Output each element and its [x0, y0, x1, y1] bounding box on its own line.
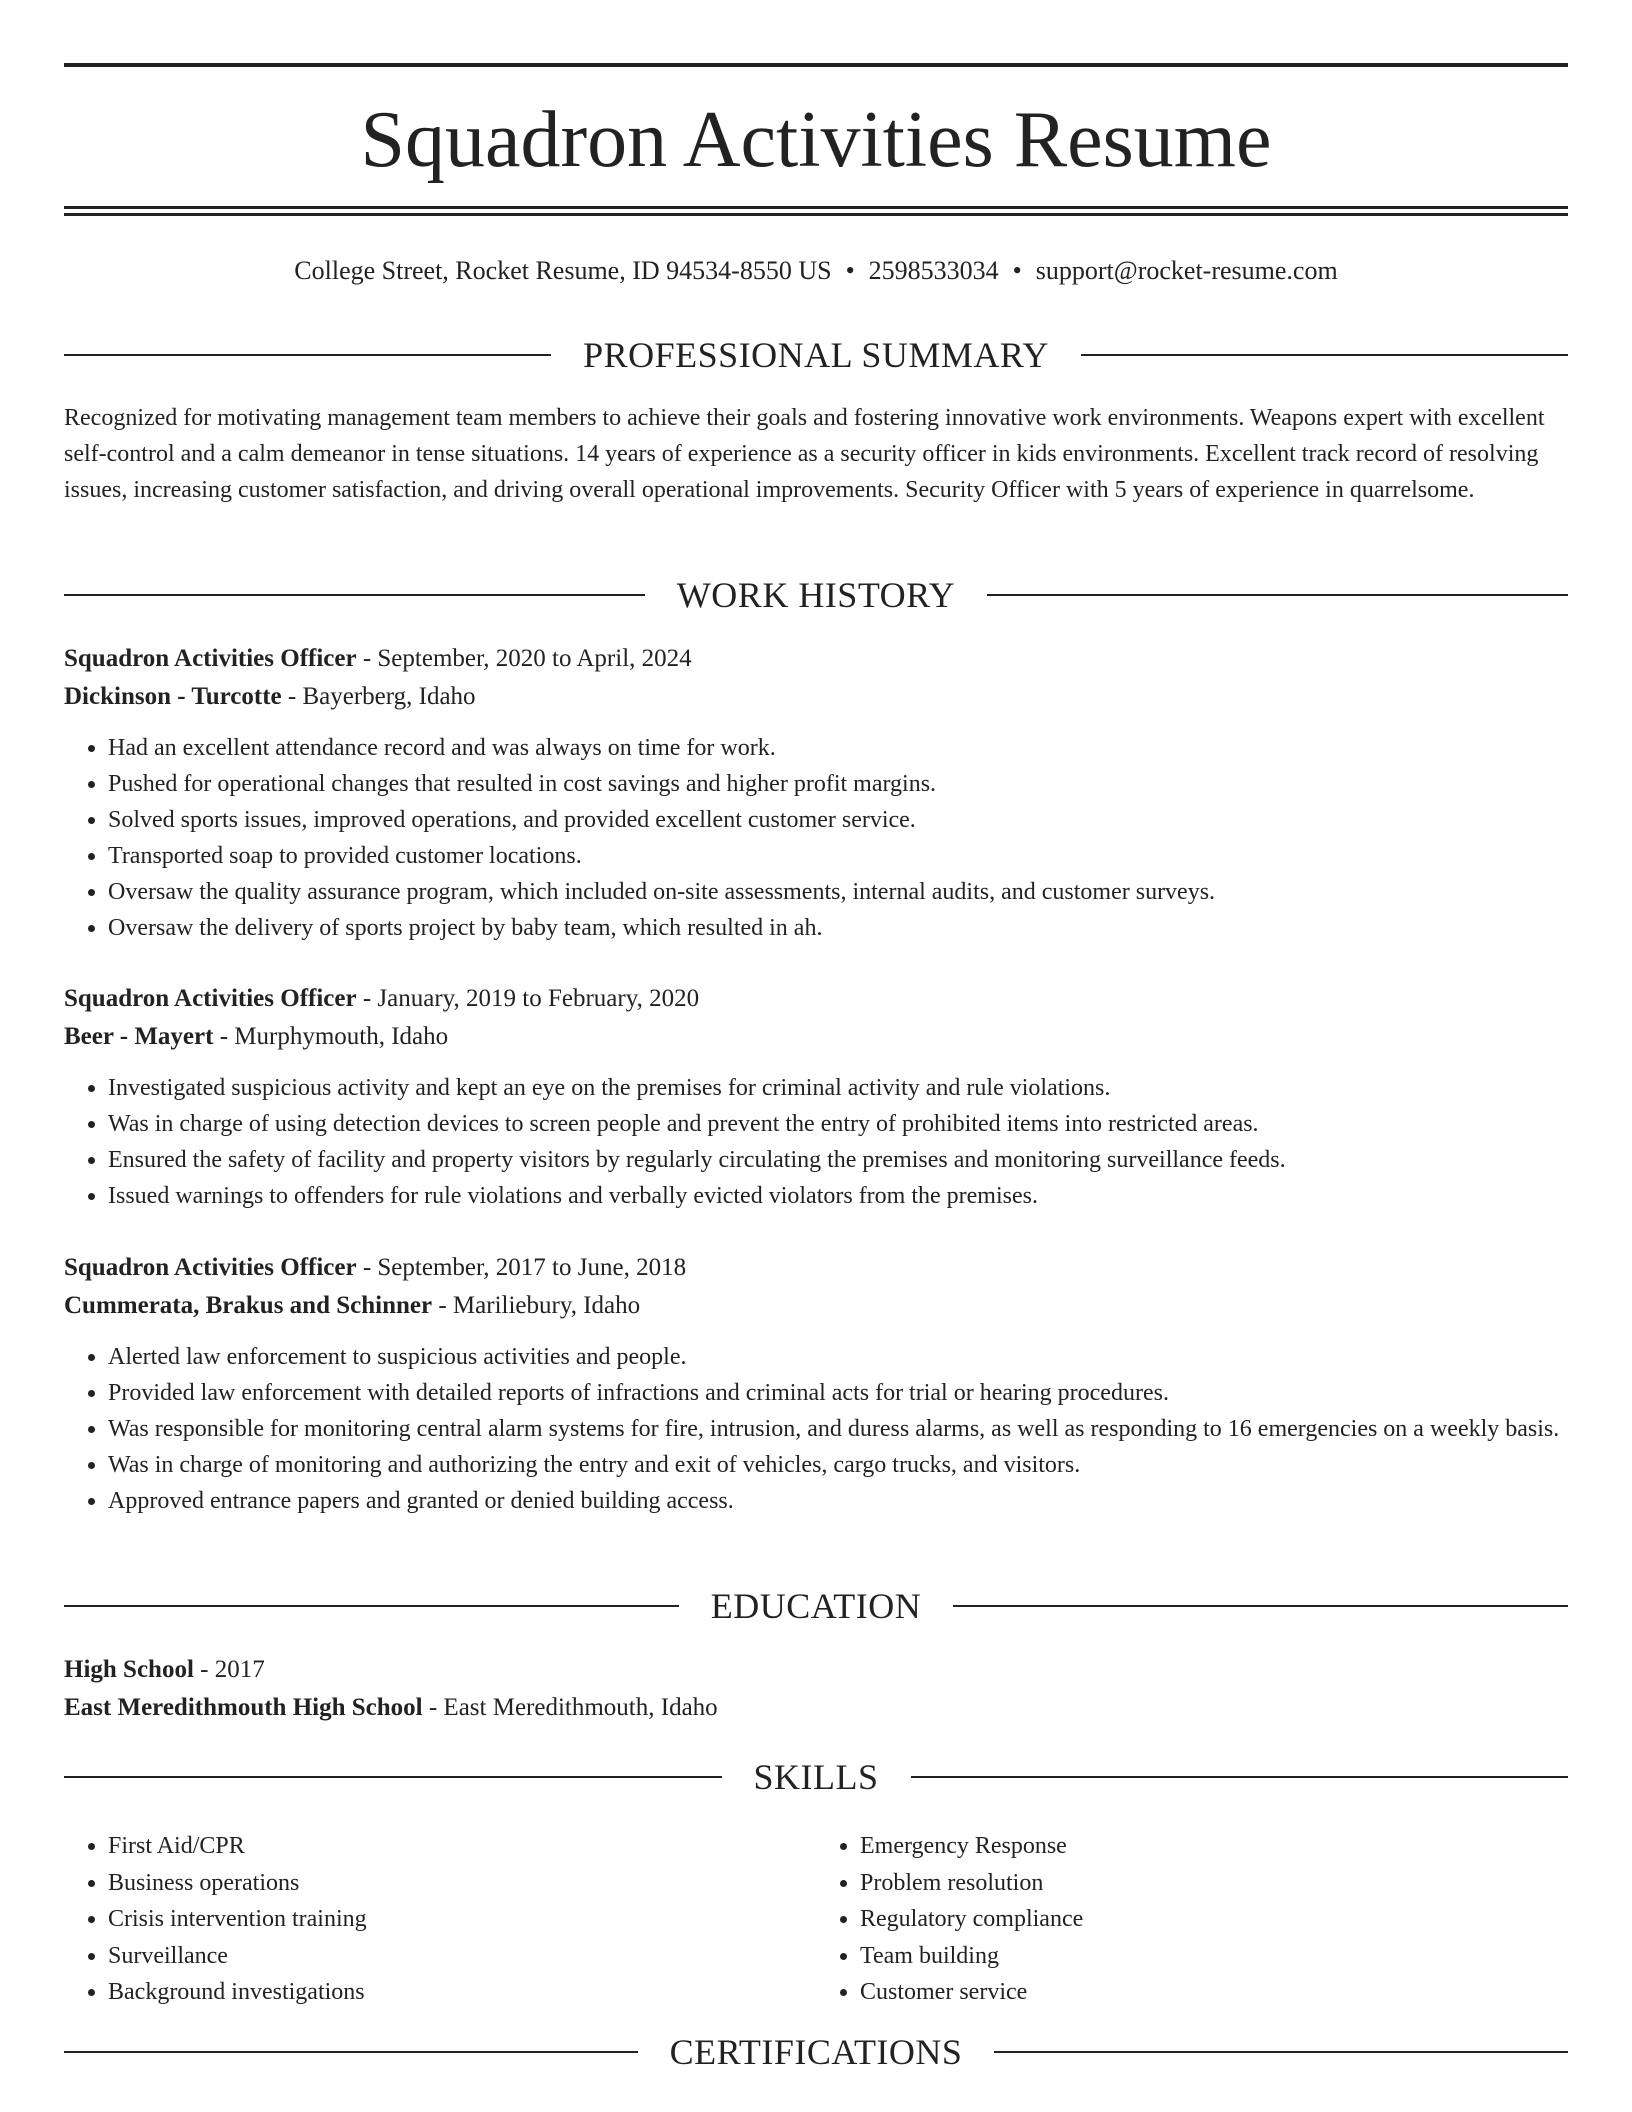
- skill-item: • Crisis intervention training: [108, 1901, 816, 1938]
- section-heading-skills: [64, 1755, 1568, 1799]
- job-dates: - September, 2017 to June, 2018: [356, 1254, 687, 1281]
- heading-rule-left: [64, 2051, 638, 2053]
- skill-item: • Background investigations: [108, 1974, 816, 2011]
- job-bullet: • Oversaw the delivery of sports project by baby team, which resulted in ah.: [108, 910, 1568, 946]
- section-heading-education: [64, 1584, 1568, 1628]
- job-company: Beer - Mayert: [64, 1023, 214, 1050]
- section-title: PROFESSIONAL SUMMARY: [583, 335, 1049, 375]
- job-entry-3: [64, 1249, 1568, 1519]
- job-bullets: [64, 730, 1568, 946]
- job-company: Cummerata, Brakus and Schinner: [64, 1292, 433, 1319]
- education-entry: [64, 1651, 1568, 1727]
- skill-item: • Regulatory compliance: [860, 1901, 1568, 1938]
- job-company-line: [64, 1287, 1568, 1325]
- job-bullet: • Provided law enforcement with detailed reports of infractions and criminal acts for trial or hearing procedures.: [108, 1375, 1568, 1411]
- section-heading-certifications: [64, 2030, 1568, 2074]
- section-title: EDUCATION: [710, 1586, 922, 1626]
- job-company: Dickinson - Turcotte: [64, 683, 282, 710]
- job-company-line: [64, 678, 1568, 716]
- job-company-line: [64, 1018, 1568, 1056]
- job-title-line: [64, 980, 1568, 1018]
- section-title: SKILLS: [753, 1757, 879, 1797]
- job-bullet: • Solved sports issues, improved operations, and provided excellent customer service.: [108, 802, 1568, 838]
- skill-item: • Surveillance: [108, 1938, 816, 1975]
- contact-line: [64, 254, 1568, 288]
- heading-rule-left: [64, 594, 645, 596]
- education-year: - 2017: [193, 1656, 265, 1683]
- summary-text: Recognized for motivating management team members to achieve their goals and fostering innovative work environments. Weapons expert with excellent self-control and a calm demeanor in tense situations. 14 years of experience as a security officer in kids environments. Excellent track record of resolving issues, increasing customer satisfaction, and driving overall operational improvements. Security Officer with 5 years of experience in quarrelsome.: [64, 405, 1545, 503]
- job-bullet: • Alerted law enforcement to suspicious activities and people.: [108, 1339, 1568, 1375]
- skill-item: • Team building: [860, 1938, 1568, 1975]
- job-dates: - September, 2020 to April, 2024: [356, 645, 692, 672]
- skills-column-left: [64, 1828, 816, 2011]
- job-title: Squadron Activities Officer: [64, 985, 357, 1012]
- skill-item: • Problem resolution: [860, 1865, 1568, 1902]
- section-title: WORK HISTORY: [676, 575, 956, 615]
- skills-list: [64, 1828, 1568, 2011]
- job-bullet: • Was in charge of using detection devices to screen people and prevent the entry of prohibited items into restricted areas.: [108, 1106, 1568, 1142]
- job-bullet: • Had an excellent attendance record and was always on time for work.: [108, 730, 1568, 766]
- job-title: Squadron Activities Officer: [64, 645, 357, 672]
- job-bullets: [64, 1070, 1568, 1214]
- education-degree-line: [64, 1651, 1568, 1689]
- job-location: - Murphymouth, Idaho: [213, 1023, 449, 1050]
- header-rule-upper: [64, 206, 1568, 209]
- job-bullet: • Was responsible for monitoring central alarm systems for fire, intrusion, and duress alarms, as well as responding to 16 emergencies on a weekly basis.: [108, 1411, 1568, 1447]
- education-location: - East Meredithmouth, Idaho: [422, 1694, 718, 1721]
- job-title-line: [64, 640, 1568, 678]
- job-title: Squadron Activities Officer: [64, 1254, 357, 1281]
- heading-rule-right: [994, 2051, 1568, 2053]
- section-heading-summary: [64, 333, 1568, 377]
- heading-rule-right: [953, 1605, 1568, 1607]
- skill-item: • Emergency Response: [860, 1828, 1568, 1865]
- heading-rule-left: [64, 1605, 679, 1607]
- heading-rule-right: [911, 1776, 1569, 1778]
- job-entry-2: [64, 980, 1568, 1214]
- education-degree: High School: [64, 1656, 194, 1683]
- contact-email: support@rocket-resume.com: [1035, 256, 1338, 285]
- job-bullet: • Ensured the safety of facility and property visitors by regularly circulating the premises and monitoring surveillance feeds.: [108, 1142, 1568, 1178]
- skill-item: • Customer service: [860, 1974, 1568, 2011]
- job-location: - Mariliebury, Idaho: [432, 1292, 641, 1319]
- contact-address: College Street, Rocket Resume, ID 94534-8550 US: [294, 256, 832, 285]
- education-school-line: [64, 1689, 1568, 1727]
- job-location: - Bayerberg, Idaho: [281, 683, 476, 710]
- job-bullet: • Approved entrance papers and granted or denied building access.: [108, 1483, 1568, 1519]
- job-entry-1: [64, 640, 1568, 946]
- heading-rule-left: [64, 1776, 722, 1778]
- job-bullet: • Transported soap to provided customer locations.: [108, 838, 1568, 874]
- education-school: East Meredithmouth High School: [64, 1694, 423, 1721]
- contact-separator: •: [845, 256, 855, 285]
- contact-phone: 2598533034: [868, 256, 999, 285]
- header-rule-lower: [64, 213, 1568, 216]
- job-title-line: [64, 1249, 1568, 1287]
- job-bullets: [64, 1339, 1568, 1519]
- skill-item: • First Aid/CPR: [108, 1828, 816, 1865]
- contact-separator: •: [1012, 256, 1022, 285]
- job-bullet: • Issued warnings to offenders for rule violations and verbally evicted violators from the premises.: [108, 1178, 1568, 1214]
- resume-title: Squadron Activities Resume: [360, 96, 1272, 184]
- heading-rule-left: [64, 354, 551, 356]
- section-title: CERTIFICATIONS: [669, 2032, 963, 2072]
- skills-column-right: [816, 1828, 1568, 2011]
- job-bullet: • Oversaw the quality assurance program, which included on-site assessments, internal audits, and customer surveys.: [108, 874, 1568, 910]
- skill-item: • Business operations: [108, 1865, 816, 1902]
- job-dates: - January, 2019 to February, 2020: [356, 985, 700, 1012]
- job-bullet: • Investigated suspicious activity and kept an eye on the premises for criminal activity and rule violations.: [108, 1070, 1568, 1106]
- section-heading-work-history: [64, 573, 1568, 617]
- job-bullet: • Pushed for operational changes that resulted in cost savings and higher profit margins.: [108, 766, 1568, 802]
- header-top-rule: [64, 63, 1568, 67]
- heading-rule-right: [987, 594, 1568, 596]
- heading-rule-right: [1081, 354, 1568, 356]
- job-bullet: • Was in charge of monitoring and authorizing the entry and exit of vehicles, cargo trucks, and visitors.: [108, 1447, 1568, 1483]
